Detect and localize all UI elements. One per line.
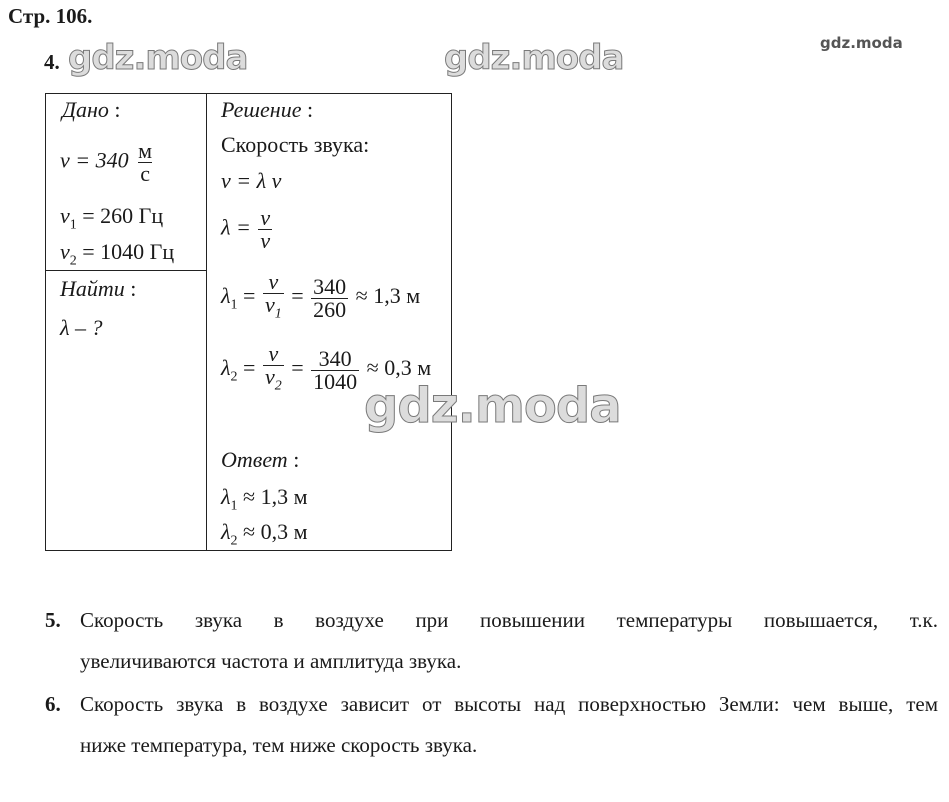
- watermark: gdz.moda: [444, 38, 624, 78]
- wavelength-2-calc: $\lambda_2$ = $\frac{v}{\nu_2}$ = $\frac{340}{1040}$ ≈ 0,3 м: [221, 343, 431, 397]
- page-title: Стр. 106.: [8, 4, 93, 28]
- watermark: gdz.moda: [364, 378, 621, 434]
- given-frequency-2: $\nu_2 = 1040$ Гц: [60, 239, 175, 269]
- task-6-line-1: Скорость звука в воздухе зависит от высоты над поверхностью Земли: чем выше, тем: [80, 692, 938, 716]
- solution-header: Решение :: [221, 97, 314, 122]
- task-5-number: 5.: [45, 608, 61, 632]
- find-header: Найти :: [60, 276, 137, 301]
- speed-label: Скорость звука:: [221, 132, 370, 157]
- answer-1: $\lambda_1 \approx 1,3$ м: [221, 484, 308, 514]
- answer-header: Ответ :: [221, 447, 300, 472]
- task-6-number: 6.: [45, 692, 61, 716]
- given-frequency-1: $\nu_1 = 260$ Гц: [60, 203, 164, 233]
- given-header: Дано :: [62, 97, 121, 122]
- wavelength-1-calc: $\lambda_1$ = $\frac{v}{\nu_1}$ = $\frac{340}{260}$ ≈ 1,3 м: [221, 271, 420, 325]
- wavelength-formula: λ = $\frac{v}{\nu}$: [221, 205, 271, 253]
- watermark: gdz.moda: [820, 34, 903, 52]
- task-5-line-2: увеличиваются частота и амплитуда звука.: [80, 649, 462, 673]
- answer-2: $\lambda_2 \approx 0,3$ м: [221, 519, 308, 549]
- watermark: gdz.moda: [68, 38, 248, 78]
- given-speed: v = 340 $\frac{м}{с}$: [60, 138, 153, 186]
- wave-equation: v = λ ν: [221, 168, 282, 193]
- task-5-line-1: Скорость звука в воздухе при повышении температуры повышается, т.к.: [80, 608, 938, 632]
- task-6-line-2: ниже температура, тем ниже скорость звука.: [80, 733, 478, 757]
- find-query: λ – ?: [60, 315, 103, 340]
- task-4-number: 4.: [44, 50, 60, 74]
- table-divider-vertical: [206, 93, 207, 551]
